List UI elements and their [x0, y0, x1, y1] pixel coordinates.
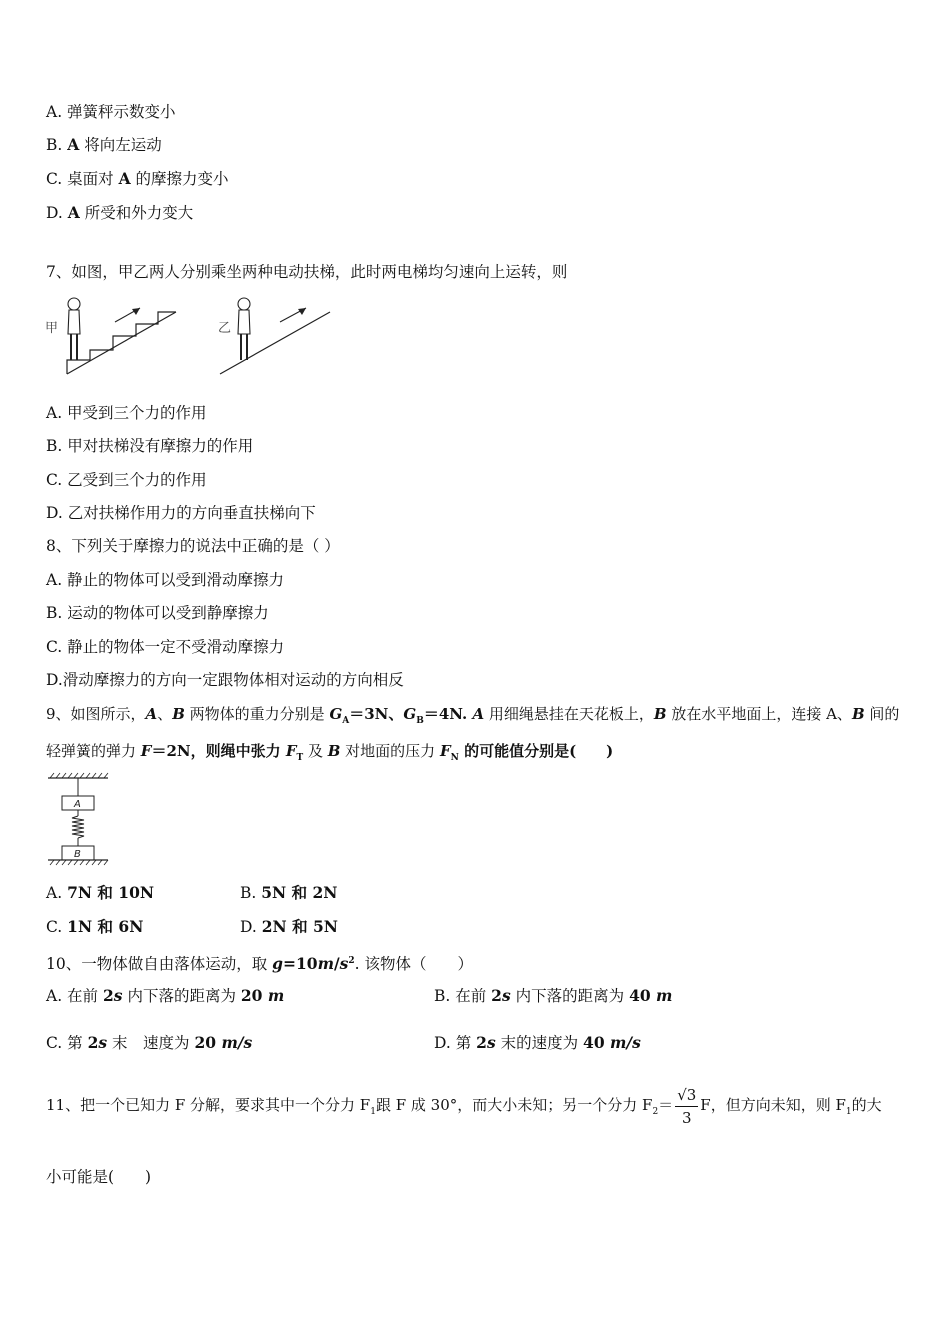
q9-option-b: B. 5N 和 2N [240, 883, 338, 902]
q10-option-c: C. 第 2s 末 速度为 20 m/s [46, 1033, 253, 1052]
q6-option-d: D. A 所受和外力变大 [46, 203, 194, 222]
q6-option-a: A. 弹簧秤示数变小 [46, 103, 176, 121]
svg-text:B: B [74, 849, 81, 860]
flat-escalator [220, 312, 330, 374]
sqrt3-over-3-fraction: $\frac{√3}{3}$ [677, 1085, 697, 1127]
q8-option-d: D.滑动摩擦力的方向一定跟物体相对运动的方向相反 [46, 671, 404, 689]
q7-stem: 7、如图，甲乙两人分别乘坐两种电动扶梯，此时两电梯均匀速向上运转，则 [46, 263, 568, 281]
q11-stem-line1: 11、把一个已知力 F 分解，要求其中一个分力 $F_1$跟 F 成 30°，而大小未知；另一个分力 $F_2=$ $\frac{√3}{3}$ F，但方向未知，则 $F_1$的大 [46, 1085, 882, 1127]
q7-label-jia: 甲 [45, 321, 59, 336]
q7-escalator-figure [40, 292, 340, 378]
q9-option-a: A. 7N 和 10N [46, 883, 155, 902]
q7-option-c: C. 乙受到三个力的作用 [46, 471, 207, 489]
q9-option-d: D. 2N 和 5N [240, 917, 338, 936]
spring-icon [72, 810, 84, 846]
q8-option-b: B. 运动的物体可以受到静摩擦力 [46, 604, 269, 622]
q10-option-d: D. 第 2s 末的速度为 40 m/s [434, 1033, 641, 1052]
q9-option-c: C. 1N 和 6N [46, 917, 144, 936]
q8-option-a: A. 静止的物体可以受到滑动摩擦力 [46, 571, 285, 589]
q7-option-b: B. 甲对扶梯没有摩擦力的作用 [46, 437, 254, 455]
q10-option-a: A. 在前 2s 内下落的距离为 20 m [46, 986, 285, 1005]
q7-option-d: D. 乙对扶梯作用力的方向垂直扶梯向下 [46, 504, 316, 522]
q6-option-b: B. A 将向左运动 [46, 135, 162, 154]
q9-stem-line1: 9、如图所示，A、B 两物体的重力分别是 $G_A=3N$、$G_B=4N$. A 用细绳悬挂在天花板上，B 放在水平地面上，连接 A、B 间的 [46, 705, 900, 726]
q7-label-yi: 乙 [218, 321, 232, 336]
q9-spring-figure [44, 772, 112, 868]
q7-option-a: A. 甲受到三个力的作用 [46, 404, 207, 422]
q11-stem-line2: 小可能是( ) [46, 1168, 152, 1186]
stair-slope [67, 312, 176, 374]
person-yi-icon [238, 298, 250, 360]
q8-stem: 8、下列关于摩擦力的说法中正确的是（ ） [46, 537, 340, 555]
q6-option-c: C. 桌面对 A 的摩擦力变小 [46, 169, 229, 188]
svg-text:A: A [74, 799, 81, 810]
q10-option-b: B. 在前 2s 内下落的距离为 40 m [434, 986, 673, 1005]
q10-stem: 10、一物体做自由落体运动，取 $g=10m/s^2$. 该物体（ ） [46, 954, 473, 974]
q9-stem-line2: 轻弹簧的弹力 F＝2N，则绳中张力 $F_T$ 及 B 对地面的压力 $F_N$ 的可能值分别是( ) [46, 742, 614, 763]
person-jia-icon [68, 298, 80, 360]
q8-option-c: C. 静止的物体一定不受滑动摩擦力 [46, 638, 285, 656]
